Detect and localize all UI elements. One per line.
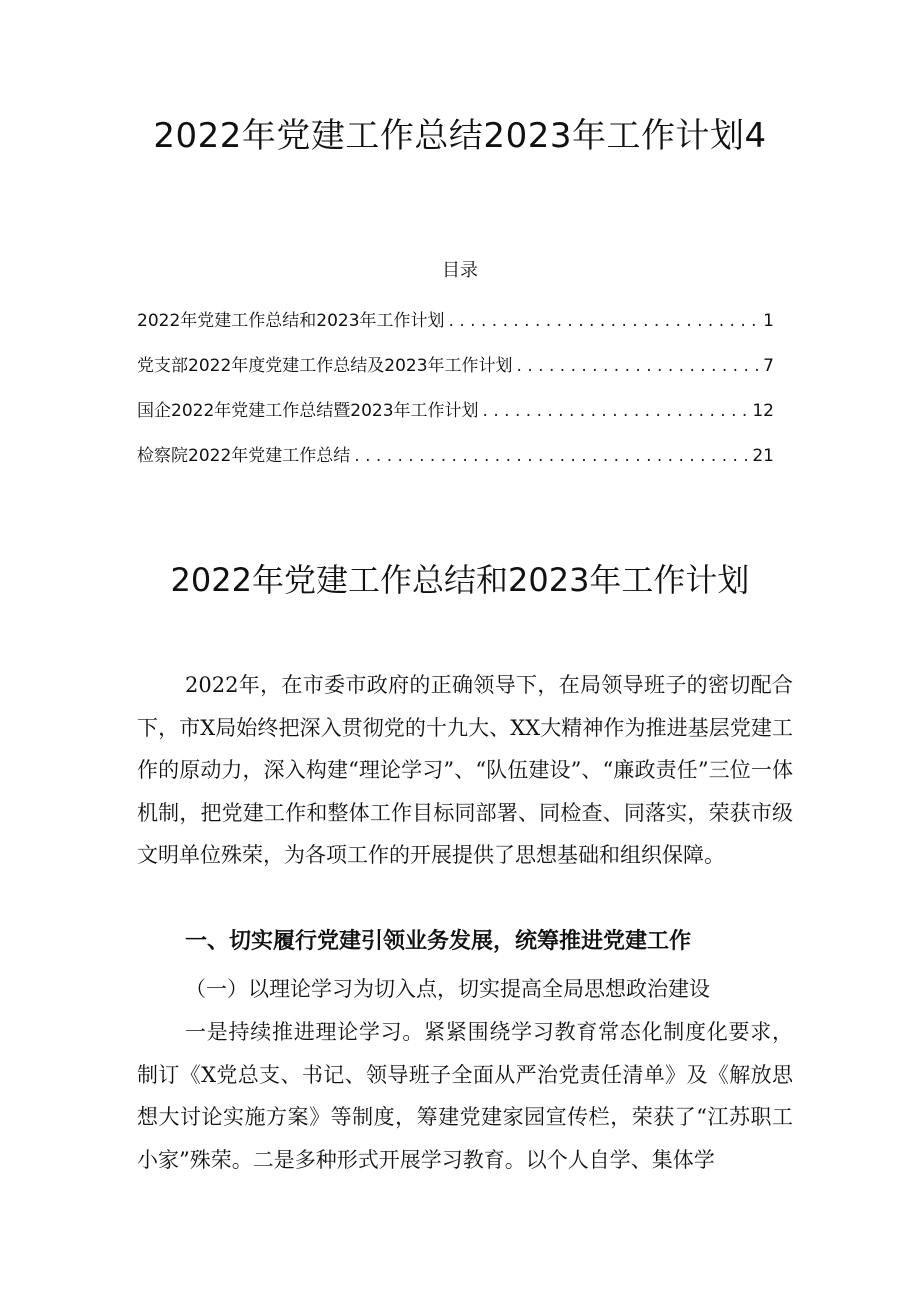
toc-entry-title: 2022年党建工作总结和2023年工作计划 — [137, 311, 445, 331]
body-paragraph: 一是持续推进理论学习。紧紧围绕学习教育常态化制度化要求，制订《X党总支、书记、领导班子全面从严治党责任清单》及《解放思想大讨论实施方案》等制度，筹建党建家园宣传栏，荣获了“江苏职工小家”殊荣。二是多种形式开展学习教育。以个人自学、集体学 — [137, 1020, 793, 1172]
toc-entry-page: 7 — [763, 356, 774, 376]
toc-entry[interactable] — [137, 306, 774, 351]
toc-leader-dots — [517, 356, 760, 376]
toc-entry-title: 党支部2022年度党建工作总结及2023年工作计划 — [137, 356, 513, 376]
document-title: 2022年党建工作总结2023年工作计划4 — [153, 116, 767, 156]
toc-leader-dots — [483, 401, 749, 421]
table-of-contents — [137, 306, 774, 486]
toc-leader-dots — [449, 311, 760, 331]
toc-entry[interactable] — [137, 396, 774, 441]
toc-heading: 目录 — [442, 260, 478, 281]
toc-entry-title: 国企2022年党建工作总结暨2023年工作计划 — [137, 401, 479, 421]
toc-entry-page: 12 — [752, 401, 774, 421]
toc-entry-title: 检察院2022年党建工作总结 — [137, 446, 351, 466]
section-title: 2022年党建工作总结和2023年工作计划 — [170, 561, 750, 599]
toc-entry[interactable] — [137, 351, 774, 396]
toc-entry-page: 21 — [752, 446, 774, 466]
subsection-heading: （一）以理论学习为切入点，切实提高全局思想政治建设 — [185, 977, 710, 1001]
section-heading: 一、切实履行党建引领业务发展，统筹推进党建工作 — [185, 929, 692, 954]
toc-leader-dots — [354, 446, 748, 466]
toc-entry-page: 1 — [763, 311, 774, 331]
body-paragraph: 2022年，在市委市政府的正确领导下，在局领导班子的密切配合下，市X局始终把深入贯彻党的十九大、XX大精神作为推进基层党建工作的原动力，深入构建“理论学习”、“队伍建设”、“廉政责任”三位一体机制，把党建工作和整体工作目标同部署、同检查、同落实，荣获市级文明单位殊荣，为各项工作的开展提供了思想基础和组织保障。 — [137, 673, 793, 867]
toc-entry[interactable] — [137, 441, 774, 486]
